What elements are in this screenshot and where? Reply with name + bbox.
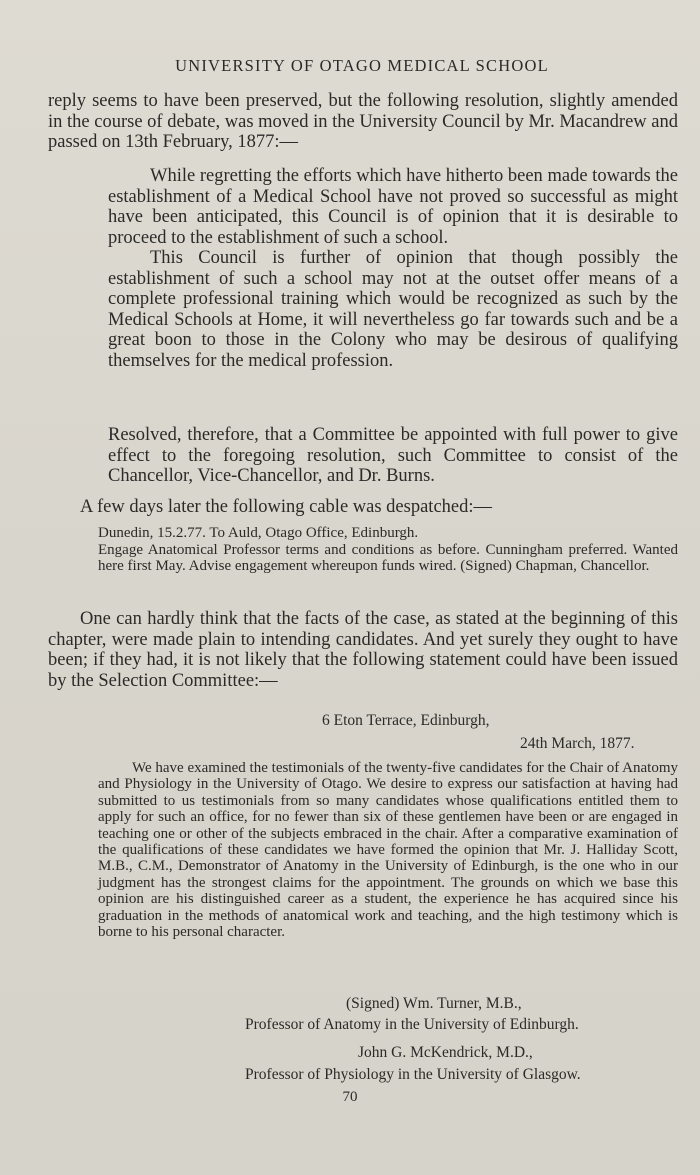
resolved-paragraph: Resolved, therefore, that a Committee be appointed with full power to give effect to the foregoing resolution, such Committee to consist of the Chancellor, Vice-Chancellor, and Dr. Burns. bbox=[108, 425, 678, 486]
cable-body: Engage Anatomical Professor terms and conditions as before. Cunningham preferred. Wanted here first May. Advise engagement whereupon funds wired. (Signed) Chapman, Chancellor. bbox=[98, 541, 678, 574]
paragraph-selection-intro: One can hardly think that the facts of the case, as stated at the beginning of this chapter, were made plain to intending candidates. And yet surely they ought to have been; if they had, it is not likely that the following statement could have been issued by the Selection Committee:— bbox=[48, 609, 678, 691]
cable-heading: Dunedin, 15.2.77. To Auld, Otago Office, Edinburgh. bbox=[98, 525, 419, 541]
running-header: UNIVERSITY OF OTAGO MEDICAL SCHOOL bbox=[175, 56, 549, 75]
cable-text bbox=[98, 525, 678, 575]
paragraph-resolution-intro: reply seems to have been preserved, but the following resolution, slightly amended in the course of debate, was moved in the University Council by Mr. Macandrew and passed on 13th February, 1877:— bbox=[48, 91, 678, 152]
resolution-paragraph-1: While regretting the efforts which have hitherto been made towards the establishment of a Medical School have not proved so successful as might have been anticipated, this Council is of opinion that it is desirable to proceed to the establishment of such a school. bbox=[108, 166, 678, 248]
signature-turner-title: Professor of Anatomy in the University of Edinburgh. bbox=[245, 1016, 579, 1033]
resolution-paragraph-2: This Council is further of opinion that though possibly the establishment of such a school may not at the outset offer means of a complete professional training which would be recognized as such by the Medical Schools at Home, it will nevertheless go far towards such and be a great boon to those in the Colony who may be desirous of qualifying themselves for the medical profession. bbox=[108, 248, 678, 371]
signature-mckendrick-name: John G. McKendrick, M.D., bbox=[358, 1044, 533, 1061]
signature-mckendrick-title: Professor of Physiology in the University of Glasgow. bbox=[245, 1066, 581, 1083]
letter-address: 6 Eton Terrace, Edinburgh, bbox=[322, 712, 490, 729]
signature-turner-name: (Signed) Wm. Turner, M.B., bbox=[346, 995, 522, 1012]
letter-body: We have examined the testimonials of the twenty-five candidates for the Chair of Anatomy and Physiology in the University of Otago. We desire to express our satisfaction at having had submitted to us testimonials from so many candidates whose qualifications entitled them to apply for such an office, for no fewer than six of these gentlemen have been or are engaged in teaching one or other of the subjects embraced in the chair. After a comparative examination of the qualifications of these candidates we have formed the opinion that Mr. J. Halliday Scott, M.B., C.M., Demonstrator of Anatomy in the University of Edinburgh, is the one who in our judgment has the strongest claims for the appointment. The grounds on which we base this opinion are his distinguished career as a student, the experience he has acquired since his graduation in the methods of anatomical work and teaching, and the high testimony which is borne to his personal character. bbox=[98, 760, 678, 941]
paragraph-cable-intro: A few days later the following cable was despatched:— bbox=[80, 497, 493, 517]
letter-date: 24th March, 1877. bbox=[520, 735, 635, 752]
page-number: 70 bbox=[342, 1089, 358, 1105]
quoted-resolution bbox=[108, 166, 678, 371]
